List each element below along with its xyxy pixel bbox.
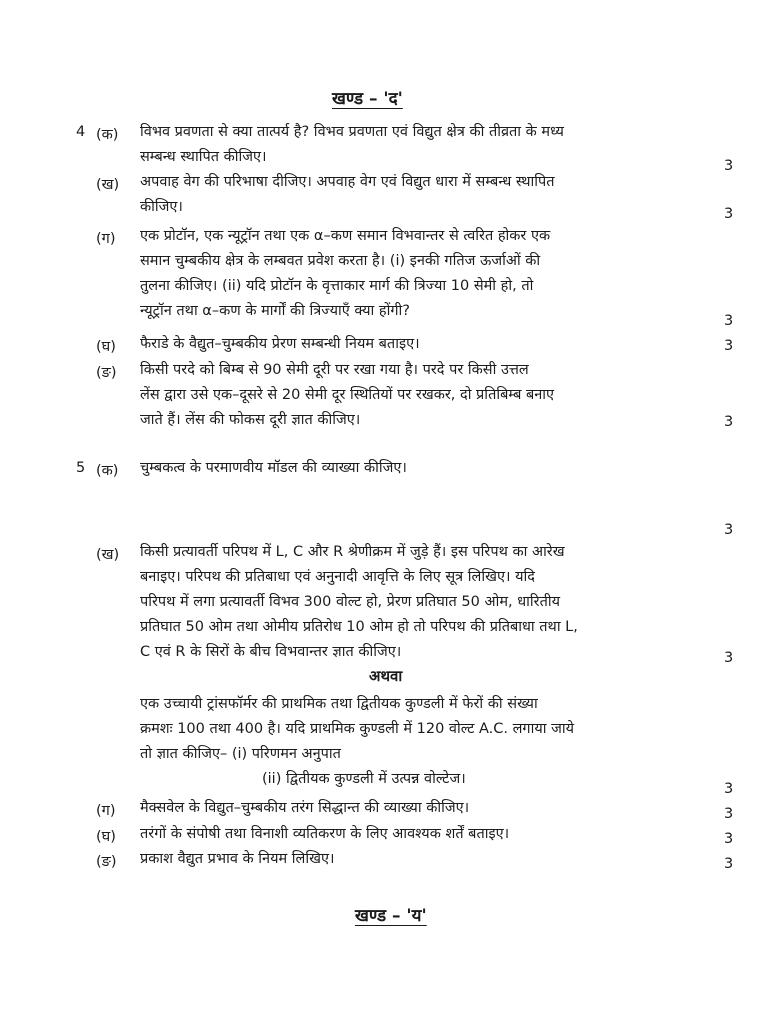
q5-a-label: (क) xyxy=(96,463,119,479)
q5-a-text xyxy=(140,456,692,481)
q4-d-marks: 3 xyxy=(724,338,734,354)
q4-c-line: तुलना कीजिए। (ii) यदि प्रोटॉन के वृत्ताकार मार्ग की त्रिज्या 10 सेमी हो, तो xyxy=(140,278,534,294)
question-number-5: 5 xyxy=(76,460,86,476)
q4-a-marks: 3 xyxy=(724,158,734,174)
q4-e-line: लेंस द्वारा उसे एक–दूसरे से 20 सेमी दूर स्थितियों पर रखकर, दो प्रतिबिम्ब बनाए xyxy=(140,387,555,403)
q5-e-line: प्रकाश वैद्युत प्रभाव के नियम लिखिए। xyxy=(140,851,335,867)
q5-d-label: (घ) xyxy=(96,829,116,845)
q4-e-line: जाते हैं। लेंस की फोकस दूरी ज्ञात कीजिए। xyxy=(140,412,361,428)
q4-a-line: सम्बन्ध स्थापित कीजिए। xyxy=(140,149,267,165)
q5-c-label: (ग) xyxy=(96,803,116,819)
q5-or-line: क्रमशः 100 तथा 400 है। यदि प्राथमिक कुण्डली में 120 वोल्ट A.C. लगाया जाये xyxy=(140,721,575,737)
q4-c-text xyxy=(140,224,692,324)
or-label: अथवा xyxy=(369,667,403,685)
question-number-4: 4 xyxy=(76,124,86,140)
q4-c-line: न्यूट्रॉन तथा α–कण के मार्गों की त्रिज्याएँ क्या होंगी? xyxy=(140,303,410,319)
q5-c-text xyxy=(140,796,692,821)
q5-a-line: चुम्बकत्व के परमाणवीय मॉडल की व्याख्या कीजिए। xyxy=(140,460,407,476)
q4-b-line: अपवाह वेग की परिभाषा दीजिए। अपवाह वेग एवं विद्युत धारा में सम्बन्ध स्थापित xyxy=(140,174,555,190)
q5-b-line: किसी प्रत्यावर्ती परिपथ में L, C और R श्रेणीक्रम में जुड़े हैं। इस परिपथ का आरेख xyxy=(140,544,565,560)
q5-or-subline-text: (ii) द्वितीयक कुण्डली में उत्पन्न वोल्टेज। xyxy=(262,771,466,787)
q4-b-text xyxy=(140,170,692,220)
q5-b-label: (ख) xyxy=(96,547,120,563)
q5-d-line: तरंगों के संपोषी तथा विनाशी व्यतिकरण के लिए आवश्यक शर्तें बताइए। xyxy=(140,826,510,842)
q4-e-text xyxy=(140,358,692,433)
q4-a-line: विभव प्रवणता से क्या तात्पर्य है? विभव प्रवणता एवं विद्युत क्षेत्र की तीव्रता के मध्य xyxy=(140,124,564,140)
q5-e-marks: 3 xyxy=(724,856,734,872)
q5-e-label: (ङ) xyxy=(96,854,117,870)
q5-or-marks: 3 xyxy=(724,781,734,797)
q4-d-text xyxy=(140,332,692,357)
q4-d-label: (घ) xyxy=(96,339,116,355)
q5-c-marks: 3 xyxy=(724,806,734,822)
q4-c-label: (ग) xyxy=(96,231,116,247)
q4-b-marks: 3 xyxy=(724,206,734,222)
q5-d-marks: 3 xyxy=(724,831,734,847)
q4-b-line: कीजिए। xyxy=(140,199,183,215)
q4-b-label: (ख) xyxy=(96,177,120,193)
q5-c-line: मैक्सवेल के विद्युत–चुम्बकीय तरंग सिद्धान्त की व्याख्या कीजिए। xyxy=(140,800,470,816)
q5-or-text xyxy=(140,692,692,767)
q5-b-line: प्रतिघात 50 ओम तथा ओमीय प्रतिरोध 10 ओम हो तो परिपथ की प्रतिबाधा तथा L, xyxy=(140,619,578,635)
q4-e-label: (ङ) xyxy=(96,365,117,381)
q4-e-line: किसी परदे को बिम्ब से 90 सेमी दूरी पर रखा गया है। परदे पर किसी उत्तल xyxy=(140,362,529,378)
q4-a-label: (क) xyxy=(96,127,119,143)
section-y-heading: खण्ड – 'य' xyxy=(355,906,427,926)
q5-b-line: C एवं R के सिरों के बीच विभवान्तर ज्ञात कीजिए। xyxy=(140,644,402,660)
q5-b-marks: 3 xyxy=(724,650,734,666)
q4-a-text xyxy=(140,120,692,170)
q5-or-line: एक उच्चायी ट्रांसफॉर्मर की प्राथमिक तथा द्वितीयक कुण्डली में फेरों की संख्या xyxy=(140,696,538,712)
q5-b-line: बनाइए। परिपथ की प्रतिबाधा एवं अनुनादी आवृत्ति के लिए सूत्र लिखिए। यदि xyxy=(140,569,535,585)
q5-d-text xyxy=(140,822,692,847)
q5-e-text xyxy=(140,847,692,872)
q5-or-subline xyxy=(262,767,682,792)
q4-e-marks: 3 xyxy=(724,414,734,430)
q5-a-marks: 3 xyxy=(724,522,734,538)
q5-b-text xyxy=(140,540,692,665)
q4-c-line: समान चुम्बकीय क्षेत्र के लम्बवत प्रवेश करता है। (i) इनकी गतिज ऊर्जाओं की xyxy=(140,253,541,269)
q4-c-line: एक प्रोटॉन, एक न्यूट्रॉन तथा एक α–कण समान विभवान्तर से त्वरित होकर एक xyxy=(140,228,551,244)
q4-d-line: फैराडे के वैद्युत–चुम्बकीय प्रेरण सम्बन्धी नियम बताइए। xyxy=(140,336,420,352)
q5-or-line: तो ज्ञात कीजिए– (i) परिणमन अनुपात xyxy=(140,746,341,762)
section-d-heading: खण्ड – 'द' xyxy=(332,89,403,109)
q5-b-line: परिपथ में लगा प्रत्यावर्ती विभव 300 वोल्ट हो, प्रेरण प्रतिघात 50 ओम, धारितीय xyxy=(140,594,560,610)
q4-c-marks: 3 xyxy=(724,313,734,329)
